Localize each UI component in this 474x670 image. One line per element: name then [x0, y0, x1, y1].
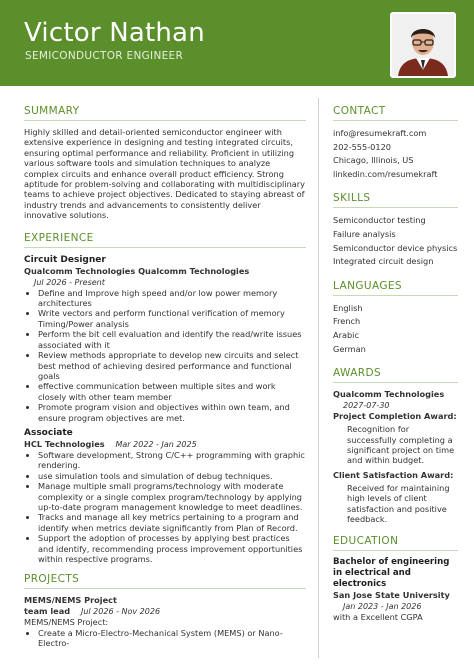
contact-linkedin[interactable]: linkedin.com/resumekraft — [333, 168, 438, 179]
section-rule — [333, 295, 458, 296]
job-bullet: • Write vectors and perform functional verification of memory Timing/Power analysis — [38, 308, 306, 329]
contact-heading: CONTACT — [333, 105, 386, 117]
first-name: Victor — [24, 18, 101, 48]
job-company-line — [24, 439, 306, 450]
projects-heading: PROJECTS — [24, 573, 80, 586]
project-bullet: • Create a Micro-Electro-Mechanical System (MEMS) or Nano-Electro- — [38, 628, 306, 649]
job-bullets — [24, 450, 306, 564]
job-role: Circuit Designer — [24, 254, 106, 265]
award-date: 2027-07-30 — [343, 401, 390, 411]
job-bullet: • Promote program vision and objectives within own team, and ensure program objectives are met. — [38, 402, 306, 423]
job-bullet: • Software development, Strong C/C++ programming with graphic rendering. — [38, 450, 306, 471]
column-divider — [318, 98, 319, 658]
projects-section — [24, 572, 306, 648]
job-company: Qualcomm Technologies Qualcomm Technologies — [24, 265, 250, 276]
section-rule — [333, 382, 458, 383]
education-section — [333, 534, 458, 623]
job-bullet: • Support the adoption of processes by applying best practices and identify, recommending process improvement opportunities within respective programs. — [38, 533, 306, 564]
job-bullet: • Review methods appropriate to develop new circuits and select best method of achieving desired performance and functional goals — [38, 350, 306, 381]
award-desc: Recognition for successfully completing a significant project on time and within budget. — [347, 424, 455, 466]
project-date: Jul 2026 - Nov 2026 — [80, 607, 161, 617]
education-degree: Bachelor of engineering in electrical and electronics — [333, 557, 450, 590]
language-item: English — [333, 302, 363, 313]
section-rule — [24, 247, 306, 248]
person-portrait-icon — [392, 14, 454, 76]
last-name: Nathan — [109, 18, 205, 48]
language-item: German — [333, 343, 366, 354]
award-desc: Received for maintaining high levels of client satisfaction and positive feedback. — [347, 482, 450, 524]
candidate-name — [24, 18, 205, 48]
skills-heading: SKILLS — [333, 192, 371, 205]
language-item: French — [333, 316, 361, 327]
resume-header — [0, 0, 474, 86]
contact-phone: 202-555-0120 — [333, 141, 392, 152]
job-bullet: • Define and Improve high speed and/or low power memory architectures — [38, 288, 306, 309]
job-bullets — [24, 288, 306, 423]
languages-section — [333, 279, 458, 356]
project-bullets — [24, 628, 306, 649]
job-bullet: • Perform the bit cell evaluation and identify the read/write issues associated with it — [38, 329, 306, 350]
project-role: team lead — [24, 606, 71, 617]
skill-item: Semiconductor device physics — [333, 242, 458, 253]
profile-photo — [390, 12, 456, 78]
job-title: SEMICONDUCTOR ENGINEER — [25, 50, 184, 62]
award-title: Project Completion Award: — [333, 411, 457, 422]
award-org: Qualcomm Technologies — [333, 389, 445, 400]
job-bullet: • Tracks and manage all key metrics pertaining to a program and identify when metrics deviate significantly from Plan of Record. — [38, 512, 306, 533]
project-name: MEMS/NEMS Project — [24, 595, 117, 606]
skill-item: Failure analysis — [333, 228, 396, 239]
experience-section — [24, 231, 306, 565]
awards-heading: AWARDS — [333, 367, 382, 380]
language-item: Arabic — [333, 329, 359, 340]
job-bullet: • Manage multiple small programs/technology with moderate complexity or a single complex program/technology by applying up-to-date program management knowledge to meet deadlines. — [38, 481, 306, 512]
skills-section — [333, 191, 458, 268]
education-school: San Jose State University — [333, 590, 450, 601]
job-date: Jul 2026 - Present — [34, 277, 105, 287]
summary-section — [24, 104, 306, 221]
project-entry — [24, 595, 306, 648]
section-rule — [333, 120, 458, 121]
section-rule — [24, 588, 306, 589]
contact-location: Chicago, Illinois, US — [333, 155, 414, 166]
job-entry — [24, 427, 306, 564]
job-role: Associate — [24, 427, 73, 438]
contact-section — [333, 104, 458, 181]
awards-section — [333, 366, 458, 524]
education-date: Jan 2023 - Jan 2026 — [343, 602, 422, 612]
education-note: with a Excellent CGPA — [333, 612, 423, 623]
experience-heading: EXPERIENCE — [24, 231, 94, 244]
job-date: Mar 2022 - Jan 2025 — [115, 439, 197, 449]
main-column — [24, 104, 306, 651]
project-role-line — [24, 606, 306, 617]
award-title: Client Satisfaction Award: — [333, 469, 454, 480]
job-entry — [24, 254, 306, 423]
skill-item: Integrated circuit design — [333, 256, 434, 267]
summary-text: Highly skilled and detail-oriented semiconductor engineer with extensive experience in designing and testing integrated circuits, ensuring optimal performance and reliability. Proficient in utilizing various software tools and simulation techniques to analyze complex circuits and enhance overall product efficiency. Strong aptitude for problem-solving and collaborating with multidisciplinary teams to achieve project objectives. Dedicated to staying abreast of industry trends and advancements to consistently deliver innovative solutions. — [24, 127, 306, 221]
section-rule — [24, 120, 306, 121]
summary-heading: SUMMARY — [24, 105, 80, 117]
contact-email[interactable]: info@resumekraft.com — [333, 128, 427, 138]
section-rule — [333, 207, 458, 208]
job-bullet: • use simulation tools and simulation of debug techniques. — [38, 471, 306, 481]
languages-heading: LANGUAGES — [333, 279, 402, 292]
job-company: HCL Technologies — [24, 438, 105, 449]
education-heading: EDUCATION — [333, 535, 399, 548]
side-column — [333, 104, 458, 633]
project-subtitle: MEMS/NEMS Project: — [24, 617, 109, 628]
section-rule — [333, 550, 458, 551]
job-bullet: • effective communication between multiple sites and work closely with other team member — [38, 381, 306, 402]
skill-item: Semiconductor testing — [333, 215, 426, 226]
